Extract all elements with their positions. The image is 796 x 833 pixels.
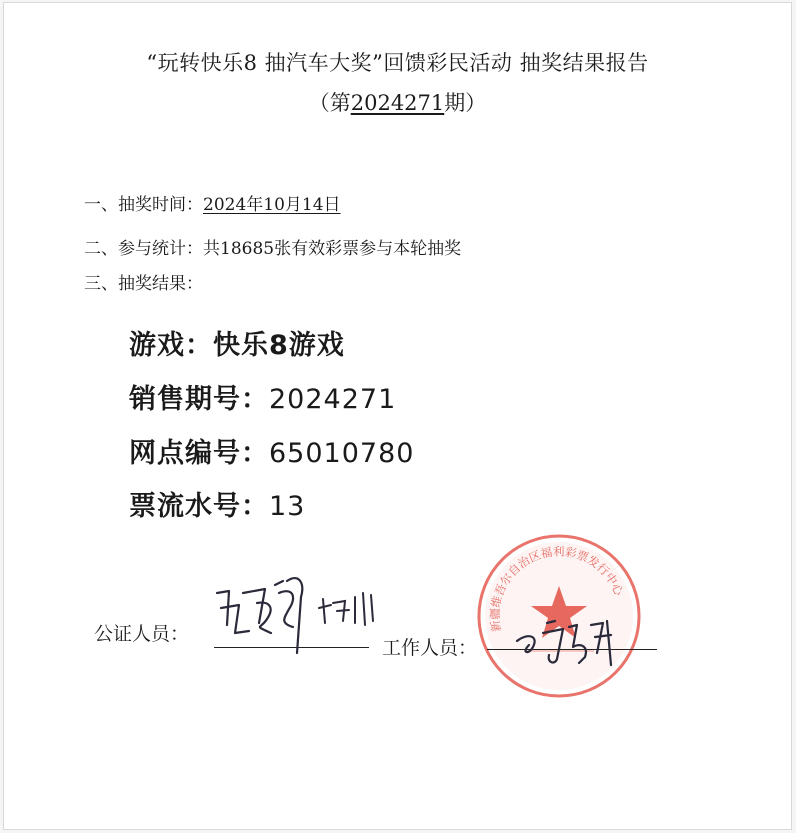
- notary-label: 公证人员：: [94, 623, 190, 645]
- serial-label: 票流水号：: [129, 491, 269, 522]
- game-label: 游戏：: [129, 330, 213, 361]
- notary-signature: [209, 563, 384, 663]
- outlet-row: [129, 431, 414, 470]
- report-period: [4, 87, 791, 117]
- issue-label: 销售期号：: [129, 384, 269, 415]
- participation-value: 共18685张有效彩票参与本轮抽奖: [203, 239, 462, 259]
- participation-line: [84, 234, 461, 259]
- report-title: “玩转快乐8 抽汽车大奖”回馈彩民活动 抽奖结果报告: [146, 51, 649, 75]
- report-page: [3, 2, 792, 830]
- period-number: 2024271: [350, 91, 445, 115]
- serial-row: [129, 484, 305, 523]
- issue-value: 2024271: [269, 384, 397, 415]
- game-row: [129, 323, 345, 362]
- period-suffix: 期）: [444, 91, 487, 115]
- period-prefix: （第: [308, 91, 351, 115]
- issue-row: [129, 377, 396, 416]
- outlet-value: 65010780: [269, 438, 415, 469]
- result-heading: 三、抽奖结果：: [84, 274, 203, 294]
- seal-text: 新疆维吾尔自治区福利彩票发行中心: [487, 544, 627, 633]
- draw-time-value: 2024年10月14日: [203, 195, 341, 215]
- staff-signature: [499, 603, 629, 673]
- participation-label: 二、参与统计：: [84, 239, 203, 259]
- serial-value: 13: [269, 491, 306, 522]
- staff-label: 工作人员：: [382, 637, 478, 659]
- outlet-label: 网点编号：: [129, 438, 269, 469]
- draw-time-line: [84, 190, 341, 215]
- draw-time-label: 一、抽奖时间：: [84, 195, 203, 215]
- game-value: 快乐8游戏: [213, 330, 345, 361]
